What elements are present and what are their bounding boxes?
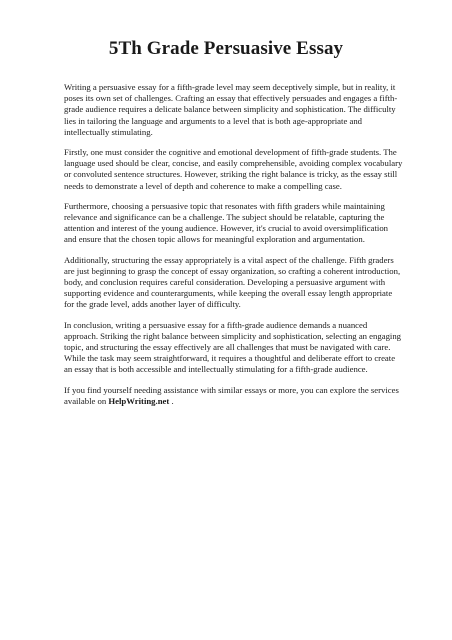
text-line: Writing a persuasive essay for a fifth-grade level may seem deceptively simple, but in reality, it [64,82,396,92]
text-line: Additionally, structuring the essay appropriately is a vital aspect of the challenge. Fifth graders [64,254,394,265]
text-line: needs to demonstrate a level of depth and coherence to make a compelling case. [64,180,342,191]
paragraph-4 [64,254,401,311]
paragraph-1 [64,82,398,138]
text-line: poses its own set of challenges. Crafting an essay that effectively persuades and engages a fifth- [64,93,398,104]
closing-paragraph [64,384,399,407]
text-line: for the grade level, adds another layer of difficulty. [64,299,241,310]
text-line: approach. Striking the right balance between simplicity and sophistication, selecting an engaging [64,330,402,341]
helpwriting-link[interactable]: HelpWriting.net [108,395,170,406]
text-line: and ensure that the chosen topic allows for meaningful exploration and argumentation. [64,234,365,245]
document-title: 5Th Grade Persuasive Essay [108,38,344,59]
text-line: Furthermore, choosing a persuasive topic that resonates with fifth graders while maintaining [64,200,385,211]
text-line: body, and conclusion requires careful consideration. Developing a persuasive argument with [64,277,386,288]
paragraph-5 [64,319,402,376]
text-line: language used should be clear, concise, and easily comprehensible, avoiding complex vocabulary [64,158,403,169]
text-line: attention and interest of the young audience. However, it's crucial to avoid oversimplification [64,223,389,234]
text-line: intellectually stimulating. [64,126,153,137]
text-line: are just beginning to grasp the concept of essay organization, so crafting a coherent introduction, [64,265,401,276]
text-line: an essay that is both accessible and intellectually stimulating for a fifth-grade audience. [64,364,368,375]
text-line: Firstly, one must consider the cognitive and emotional development of fifth-grade students. The [64,147,397,158]
text-line: topic, and structuring the essay effectively are all challenges that must be navigated with care. [64,342,391,353]
text-line: In conclusion, writing a persuasive essay for a fifth-grade audience demands a nuanced [64,319,368,330]
text-line: grade audience requires a delicate balance between simplicity and sophistication. The difficulty [64,104,396,115]
closing-link-line [64,396,394,407]
document-body [64,82,403,416]
text-line: lies in tailoring the language and arguments to a level that is both age-appropriate and [64,115,363,126]
paragraph-3 [64,201,394,246]
paragraph-2 [64,147,403,192]
text-line: relevance and significance can be a challenge. The subject should be relatable, capturing the [64,212,385,223]
link-suffix: . [169,395,174,406]
text-line: or convoluted sentence structures. However, striking the right balance is tricky, as the essay still [64,169,398,180]
text-line: If you find yourself needing assistance with similar essays or more, you can explore the services [64,384,399,395]
link-prefix: available on [64,395,109,406]
text-line: While the task may seem straightforward, it requires a thoughtful and deliberate effort to create [64,353,396,364]
text-line: supporting evidence and counterarguments, while keeping the overall essay length appropriate [64,288,393,299]
